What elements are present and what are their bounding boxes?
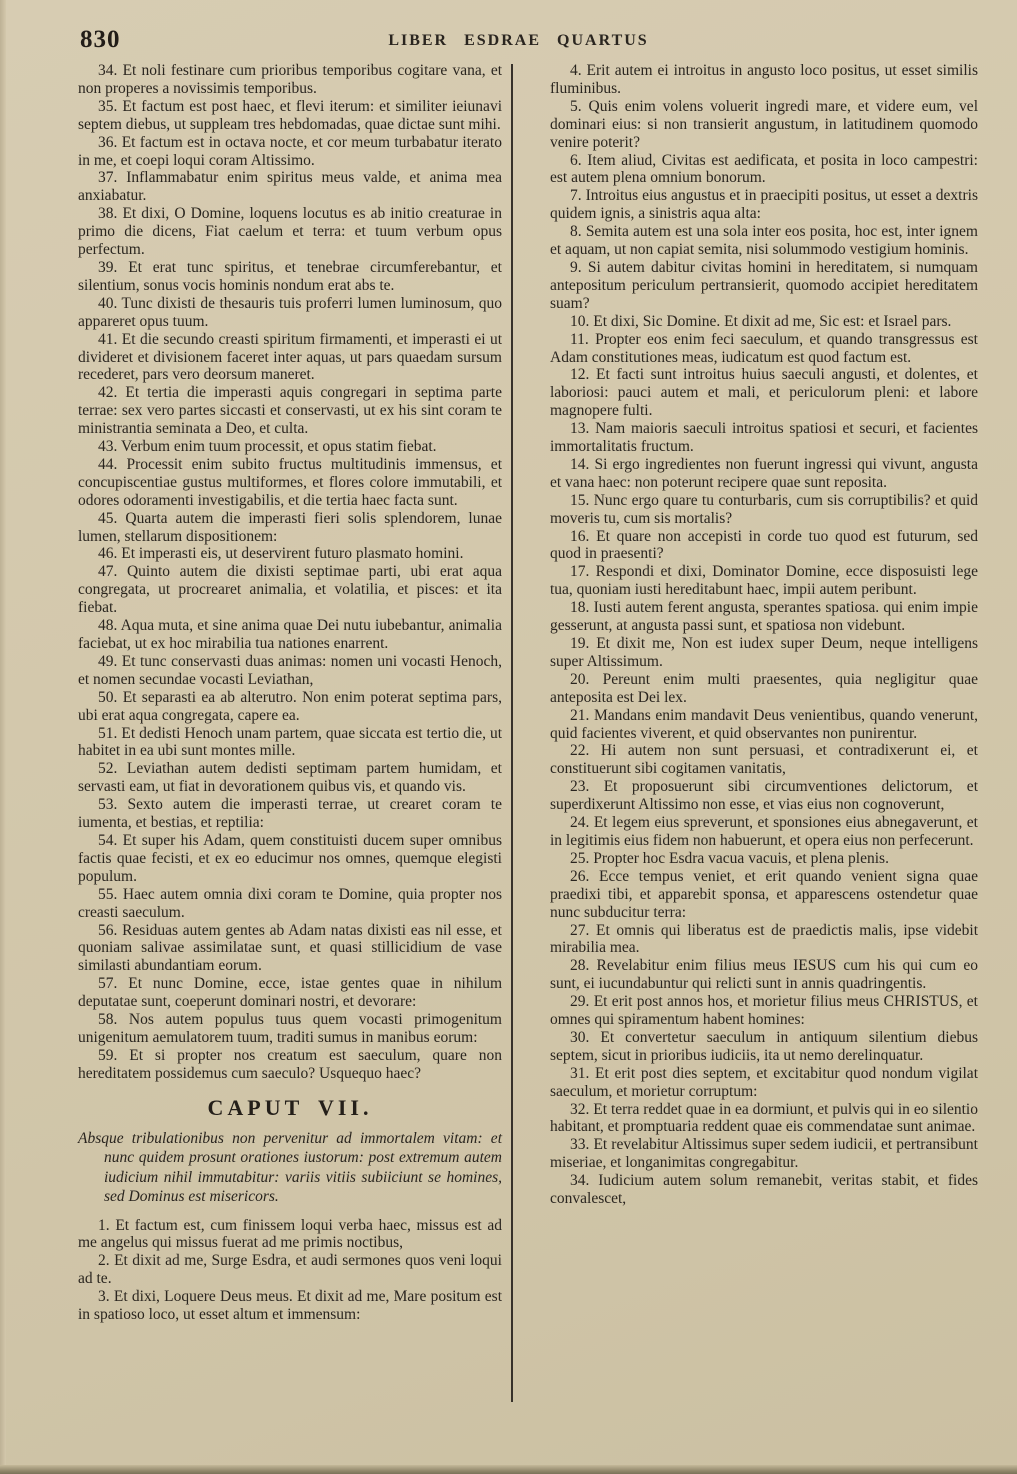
page-bottom-edge-shadow <box>0 1465 1017 1474</box>
verse: 47. Quinto autem die dixisti septimae parti, ubi erat aqua congregata, ut procrearet animalia, et volatilia, et pisces: et ita fiebat. <box>78 563 502 617</box>
verse: 46. Et imperasti eis, ut deservirent futuro plasmato homini. <box>98 545 464 563</box>
verse-number: 58. <box>98 1011 118 1029</box>
verse: 4. Erit autem ei introitus in angusto loco positus, ut esset similis fluminibus. <box>550 62 978 97</box>
verse-number: 43. <box>98 438 118 456</box>
verse-number: 47. <box>98 563 118 581</box>
verse: 25. Propter hoc Esdra vacua vacuis, et plena plenis. <box>570 849 889 867</box>
verse-number: 11. <box>570 330 589 348</box>
verse-number: 59. <box>98 1046 118 1064</box>
verse-number: 19. <box>570 635 590 652</box>
verse-number: 4. <box>570 62 582 79</box>
verse-number: 6. <box>570 151 582 169</box>
left-column-verses-ch6 <box>78 62 502 1083</box>
verse-number: 3. <box>98 1288 110 1306</box>
text-columns <box>78 62 1017 1324</box>
verse: 19. Et dixit me, Non est iudex super Deum, neque intelligens super Altissimum. <box>550 635 978 670</box>
verse: 44. Processit enim subito fructus multitudinis immensus, et concupiscentiae gustus multiformes, et flores colore immutabili, et odores odoramenti investigabilis, et die tertia haec facta sunt. <box>78 455 502 509</box>
verse-number: 54. <box>98 831 118 849</box>
verse: 51. Et dedisti Henoch unam partem, quae siccata est tertio die, ut habitet in ea ubi sunt montes mille. <box>78 724 502 760</box>
verse-number: 39. <box>98 258 118 276</box>
verse-number: 56. <box>98 921 118 939</box>
verse: 34. Et noli festinare cum prioribus temporibus cogitare vana, et non properes a novissimis temporibus. <box>78 62 502 97</box>
verse: 34. Iudicium autem solum remanebit, veritas stabit, et fides convalescet, <box>550 1172 978 1208</box>
verse: 21. Mandans enim mandavit Deus venientibus, quando venerunt, quid facientes viverent, et quid observantes non punirentur. <box>550 706 978 742</box>
verse-number: 48. <box>98 617 118 635</box>
verse-number: 42. <box>98 384 118 402</box>
verse: 42. Et tertia die imperasti aquis congregari in septima parte terrae: sex vero partes siccasti et conservasti, ut ex his sint coram te ministrantia seminata a Deo, et culta. <box>78 384 502 438</box>
verse: 36. Et factum est in octava nocte, et cor meum turbabatur iterato in me, et coepi loqui coram Altissimo. <box>78 133 502 169</box>
verse-number: 38. <box>98 205 118 223</box>
verse-number: 37. <box>98 169 118 187</box>
verse: 3. Et dixi, Loquere Deus meus. Et dixit ad me, Mare positum est in spatioso loco, ut esset altum et immensum: <box>78 1288 502 1324</box>
verse: 17. Respondi et dixi, Dominator Domine, ecce disposuisti lege tua, quoniam iusti hereditabunt haec, impii autem peribunt. <box>550 563 978 599</box>
verse: 59. Et si propter nos creatum est saeculum, quare non hereditatem possidemus cum saeculo? Usquequo haec? <box>78 1046 502 1082</box>
verse-number: 55. <box>98 885 118 903</box>
verse: 24. Et legem eius spreverunt, et sponsiones eius abnegaverunt, et in legitimis eius fidem non habuerunt, et opera eius non perfecerunt. <box>550 814 978 849</box>
verse: 35. Et factum est post haec, et flevi iterum: et similiter ieiunavi septem diebus, ut suppleam tres hebdomadas, quae dictae sunt mihi. <box>78 97 502 133</box>
verse-number: 13. <box>570 420 590 438</box>
right-column <box>550 62 978 1324</box>
verse: 29. Et erit post annos hos, et morietur filius meus CHRISTUS, et omnes qui spiramentum habent homines: <box>550 993 978 1029</box>
verse: 7. Introitus eius angustus et in praecipiti positus, ut esset a dextris quidem ignis, a sinistris aqua alta: <box>550 187 978 223</box>
left-column <box>78 62 502 1324</box>
verse: 18. Iusti autem ferent angusta, sperantes spatiosa. qui enim impie gesserunt, at angusta passi sunt, et spatiosa non videbunt. <box>550 599 978 635</box>
verse: 58. Nos autem populus tuus quem vocasti primogenitum unigenitum aemulatorem tuum, traditi sumus in manibus eorum: <box>78 1011 502 1046</box>
verse-number: 44. <box>98 455 118 473</box>
verse: 33. Et revelabitur Altissimus super sedem iudicii, et pertransibunt miseriae, et longanimitas congregabitur. <box>550 1136 978 1172</box>
verse-number: 15. <box>570 491 590 509</box>
verse-number: 41. <box>98 330 118 348</box>
verse: 30. Et convertetur saeculum in antiquum silentium diebus septem, sicut in prioribus iudiciis, ita ut nemo derelinquatur. <box>550 1028 978 1064</box>
verse: 43. Verbum enim tuum processit, et opus statim fiebat. <box>98 438 437 456</box>
verse-number: 30. <box>570 1028 590 1046</box>
verse-number: 53. <box>98 796 118 814</box>
verse: 22. Hi autem non sunt persuasi, et contradixerunt ei, et constituerunt sibi cogitamen vanitatis, <box>550 742 978 778</box>
verse: 15. Nunc ergo quare tu conturbaris, cum sis corruptibilis? et quid moveris tu, cum sis mortalis? <box>550 491 978 527</box>
verse: 8. Semita autem est una sola inter eos posita, hoc est, inter ignem et aquam, ut non capiat semita, nisi solummodo vestigium hominis. <box>550 223 978 259</box>
verse: 26. Ecce tempus veniet, et erit quando venient signa quae praedixi tibi, et apparebit sponsa, et apparescens ostendetur quae nunc subducitur terra: <box>550 867 978 921</box>
page-left-edge-shadow <box>0 0 6 1474</box>
verse: 28. Revelabitur enim filius meus IESUS cum his qui cum eo sunt, ei iucundabuntur qui relicti sunt in annis quadringentis. <box>550 957 978 993</box>
verse: 54. Et super his Adam, quem constituisti ducem super omnibus factis quae fecisti, et ex eo educimur nos omnes, quemque elegisti populum. <box>78 831 502 885</box>
verse-number: 16. <box>570 527 590 545</box>
column-divider-rule <box>511 64 513 1402</box>
verse-number: 31. <box>570 1064 590 1082</box>
verse: 40. Tunc dixisti de thesauris tuis proferri lumen luminosum, quo appareret opus tuum. <box>78 294 502 330</box>
page-number: 830 <box>80 26 121 53</box>
verse-number: 2. <box>98 1252 110 1270</box>
verse: 45. Quarta autem die imperasti fieri solis splendorem, lunae lumen, stellarum dispositionem: <box>78 509 502 545</box>
verse-number: 32. <box>570 1100 590 1118</box>
verse-number: 28. <box>570 957 590 975</box>
verse: 14. Si ergo ingredientes non fuerunt ingressi qui vivunt, angusta et vana haec: non poterunt recipere quae sunt reposita. <box>550 455 978 491</box>
verse: 32. Et terra reddet quae in ea dormiunt, et pulvis qui in eo silentio habitant, et promptuaria reddent quae eis commendatae sunt animae. <box>550 1100 978 1136</box>
verse-number: 35. <box>98 97 118 115</box>
verse-number: 14. <box>570 455 590 473</box>
verse-number: 9. <box>570 258 582 276</box>
running-title: LIBER ESDRAE QUARTUS <box>388 32 649 49</box>
verse: 50. Et separasti ea ab alterutro. Non enim poterat septima pars, ubi erat aqua congregata, capere ea. <box>78 688 502 724</box>
verse: 23. Et proposuerunt sibi circumventiones delictorum, et superdixerunt Altissimo non esse, et vias eius non cognoverunt, <box>550 778 978 814</box>
verse-number: 27. <box>570 921 590 939</box>
verse-number: 23. <box>570 778 590 796</box>
verse-number: 20. <box>570 670 590 688</box>
right-column-verses <box>550 62 978 1208</box>
verse-number: 10. <box>570 312 590 330</box>
verse-number: 7. <box>570 187 582 205</box>
verse-number: 1. <box>98 1216 110 1234</box>
verse: 57. Et nunc Domine, ecce, istae gentes quae in nihilum deputatae sunt, coeperunt dominari nostri, et devorare: <box>78 975 502 1011</box>
verse: 10. Et dixi, Sic Domine. Et dixit ad me, Sic est: et Israel pars. <box>570 312 952 330</box>
verse-number: 21. <box>570 706 590 724</box>
verse-number: 51. <box>98 724 118 742</box>
verse: 11. Propter eos enim feci saeculum, et quando transgressus est Adam constitutiones meas, iudicatum est quod factum est. <box>550 330 978 366</box>
verse: 12. Et facti sunt introitus huius saeculi angusti, et dolentes, et laboriosi: pauci autem et mali, et periculorum pleni: et labore magnopere fulti. <box>550 366 978 420</box>
verse: 39. Et erat tunc spiritus, et tenebrae circumferebantur, et silentium, sonus vocis hominis nondum erat abs te. <box>78 258 502 294</box>
verse: 48. Aqua muta, et sine anima quae Dei nutu iubebantur, animalia faciebat, ut ex hoc mirabilia tua nationes enarrent. <box>78 617 502 652</box>
verse-number: 46. <box>98 545 118 563</box>
verse: 49. Et tunc conservasti duas animas: nomen uni vocasti Henoch, et nomen secundae vocasti Leviathan, <box>78 652 502 688</box>
verse: 6. Item aliud, Civitas est aedificata, et posita in loco campestri: est autem plena omnium bonorum. <box>550 151 978 187</box>
verse-number: 36. <box>98 133 118 151</box>
verse: 2. Et dixit ad me, Surge Esdra, et audi sermones quos veni loqui ad te. <box>78 1252 502 1288</box>
verse: 9. Si autem dabitur civitas homini in hereditatem, si numquam antepositum periculum pertransierit, quomodo accipiet hereditatem suam? <box>550 258 978 312</box>
verse: 20. Pereunt enim multi praesentes, quia negligitur quae anteposita est Dei lex. <box>550 670 978 706</box>
verse-number: 34. <box>98 62 118 79</box>
verse: 1. Et factum est, cum finissem loqui verba haec, missus est ad me angelus qui missus fuerat ad me primis noctibus, <box>78 1216 502 1252</box>
verse-number: 12. <box>570 366 590 384</box>
verse: 38. Et dixi, O Domine, loquens locutus es ab initio creaturae in primo die dicens, Fiat caelum et terra: et tuum verbum opus perfectum. <box>78 205 502 259</box>
chapter-argument: Absque tribulationibus non pervenitur ad immortalem vitam: et nunc quidem prosunt orationes iustorum: post extremum autem iudicium nihil immutabitur: variis vitiis subiiciunt se homines, sed Dominus est misericors. <box>78 1129 502 1206</box>
chapter-heading: CAPUT VII. <box>207 1094 373 1120</box>
verse-number: 22. <box>570 742 590 760</box>
verse-number: 34. <box>570 1172 590 1190</box>
verse-number: 17. <box>570 563 590 581</box>
verse: 37. Inflammabatur enim spiritus meus valde, et anima mea anxiabatur. <box>78 169 502 205</box>
verse-number: 52. <box>98 760 118 778</box>
verse: 27. Et omnis qui liberatus est de praedictis malis, ipse videbit mirabilia mea. <box>550 921 978 957</box>
verse-number: 33. <box>570 1136 590 1154</box>
verse: 41. Et die secundo creasti spiritum firmamenti, et imperasti ei ut divideret et divisionem faceret inter aquas, ut pars quaedam sursum recederet, pars vero deorsum maneret. <box>78 330 502 384</box>
verse-number: 24. <box>570 814 590 832</box>
verse-number: 49. <box>98 652 118 670</box>
verse: 55. Haec autem omnia dixi coram te Domine, quia propter nos creasti saeculum. <box>78 885 502 921</box>
verse: 5. Quis enim volens voluerit ingredi mare, et videre eum, vel dominari eius: si non transierit angustum, in latitudinem quomodo venire poterit? <box>550 97 978 151</box>
verse-number: 5. <box>570 97 582 115</box>
verse: 16. Et quare non accepisti in corde tuo quod est futurum, sed quod in praesenti? <box>550 527 978 563</box>
verse-number: 29. <box>570 993 590 1011</box>
verse-number: 57. <box>98 975 118 993</box>
verse: 56. Residuas autem gentes ab Adam natas dixisti eas nil esse, et quoniam salivae assimilatae sunt, et quasi stillicidium de vase similasti abundantiam eorum. <box>78 921 502 975</box>
left-column-verses-ch7 <box>78 1217 502 1324</box>
verse-number: 40. <box>98 294 118 312</box>
verse-number: 45. <box>98 509 118 527</box>
verse-number: 26. <box>570 867 590 885</box>
verse: 52. Leviathan autem dedisti septimam partem humidam, et servasti eam, ut fiat in devorationem quibus vis, et quando vis. <box>78 760 502 796</box>
page-header <box>80 26 957 56</box>
verse-number: 8. <box>570 223 582 241</box>
verse-number: 18. <box>570 599 590 617</box>
verse: 53. Sexto autem die imperasti terrae, ut crearet coram te iumenta, et bestias, et reptilia: <box>78 796 502 832</box>
verse-number: 50. <box>98 688 118 706</box>
verse: 31. Et erit post dies septem, et excitabitur quod nondum vigilat saeculum, et morietur corruptum: <box>550 1064 978 1100</box>
verse-number: 25. <box>570 849 590 867</box>
verse: 13. Nam maioris saeculi introitus spatiosi et securi, et facientes immortalitatis fructum. <box>550 420 978 456</box>
